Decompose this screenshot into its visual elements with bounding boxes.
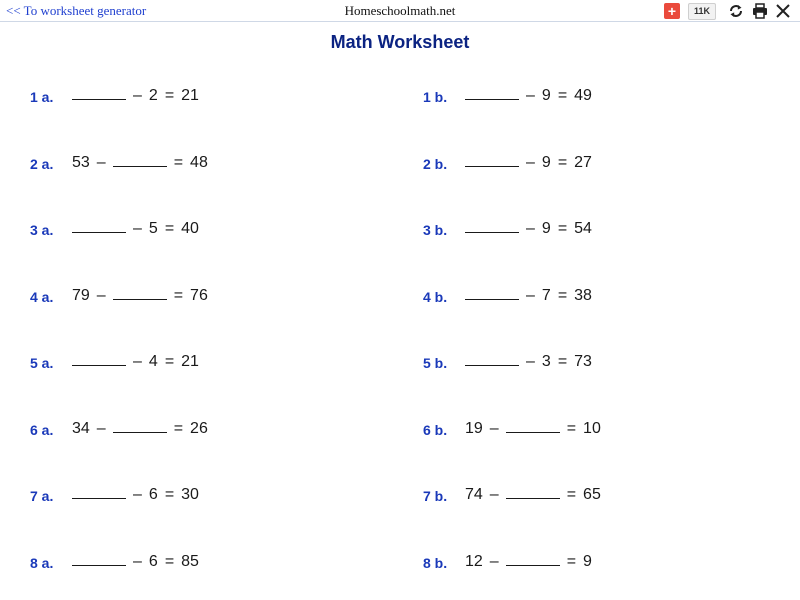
problem-expression bbox=[72, 353, 199, 371]
problem-number: 4 bbox=[148, 353, 158, 370]
minus-sign: – bbox=[133, 353, 142, 370]
problem-expression bbox=[72, 287, 208, 305]
minus-sign: – bbox=[526, 87, 535, 104]
problem-number: 12 bbox=[465, 552, 483, 570]
equals-sign: = bbox=[164, 353, 175, 370]
problem-number: 38 bbox=[574, 286, 592, 304]
top-toolbar bbox=[0, 0, 800, 22]
problem-label: 1 a. bbox=[30, 89, 54, 105]
equals-sign: = bbox=[164, 552, 175, 570]
problem-number: 85 bbox=[181, 552, 199, 570]
problem-number: 21 bbox=[181, 353, 199, 370]
problem-expression bbox=[465, 154, 592, 172]
answer-blank[interactable] bbox=[113, 154, 167, 167]
minus-sign: – bbox=[526, 286, 535, 304]
equals-sign: = bbox=[566, 419, 577, 437]
equals-sign: = bbox=[164, 486, 175, 503]
problem-number: 9 bbox=[541, 220, 551, 237]
equals-sign: = bbox=[566, 552, 577, 570]
problem-number: 10 bbox=[583, 419, 601, 437]
problem-expression bbox=[465, 486, 601, 504]
equals-sign: = bbox=[557, 286, 568, 304]
problem-expression bbox=[465, 553, 592, 571]
problem-number: 9 bbox=[541, 153, 551, 171]
equals-sign: = bbox=[557, 353, 568, 370]
worksheet-title: Math Worksheet bbox=[330, 32, 470, 52]
problem-number: 49 bbox=[574, 87, 592, 104]
problem-label: 3 a. bbox=[30, 222, 54, 238]
equals-sign: = bbox=[566, 486, 577, 503]
minus-sign: – bbox=[526, 220, 535, 237]
close-icon[interactable] bbox=[774, 2, 792, 20]
problem-expression bbox=[72, 154, 208, 172]
problem-label: 4 a. bbox=[30, 288, 54, 305]
answer-blank[interactable] bbox=[465, 220, 519, 233]
equals-sign: = bbox=[557, 87, 568, 104]
answer-blank[interactable] bbox=[72, 87, 126, 100]
answer-blank[interactable] bbox=[506, 486, 560, 499]
problem-number: 2 bbox=[148, 87, 158, 104]
problem-label: 2 a. bbox=[30, 155, 54, 172]
problem-number: 21 bbox=[181, 87, 199, 104]
problem-label: 7 a. bbox=[30, 488, 54, 504]
problem-number: 9 bbox=[583, 552, 592, 570]
answer-blank[interactable] bbox=[72, 553, 126, 566]
minus-sign: – bbox=[489, 419, 499, 437]
answer-blank[interactable] bbox=[506, 553, 560, 566]
answer-blank[interactable] bbox=[113, 287, 167, 300]
problem-number: 48 bbox=[190, 153, 208, 171]
problem-number: 79 bbox=[72, 286, 90, 304]
problem-number: 6 bbox=[148, 486, 158, 503]
minus-sign: – bbox=[133, 552, 142, 570]
problem-number: 65 bbox=[583, 486, 601, 503]
print-icon[interactable] bbox=[751, 2, 769, 20]
problem-number: 53 bbox=[72, 153, 90, 171]
minus-sign: – bbox=[489, 552, 499, 570]
problem-number: 7 bbox=[541, 286, 551, 304]
problem-number: 40 bbox=[181, 220, 199, 237]
problem-expression bbox=[465, 420, 601, 438]
problem-number: 27 bbox=[574, 153, 592, 171]
answer-blank[interactable] bbox=[72, 353, 126, 366]
problem-label: 5 a. bbox=[30, 355, 54, 371]
equals-sign: = bbox=[557, 153, 568, 171]
problem-label: 7 b. bbox=[423, 488, 448, 504]
minus-sign: – bbox=[96, 286, 106, 304]
minus-sign: – bbox=[526, 153, 535, 171]
problem-number: 5 bbox=[148, 220, 158, 237]
back-to-generator-link[interactable]: << To worksheet generator bbox=[6, 3, 147, 18]
problem-expression bbox=[72, 420, 208, 438]
minus-sign: – bbox=[133, 220, 142, 237]
answer-blank[interactable] bbox=[506, 420, 560, 433]
problem-number: 54 bbox=[574, 220, 592, 237]
problem-number: 26 bbox=[190, 419, 208, 437]
problem-number: 6 bbox=[148, 552, 158, 570]
problem-expression bbox=[465, 287, 592, 305]
minus-sign: – bbox=[96, 419, 106, 437]
problem-label: 3 b. bbox=[423, 222, 448, 238]
answer-blank[interactable] bbox=[465, 87, 519, 100]
problem-label: 8 a. bbox=[30, 554, 54, 571]
minus-sign: – bbox=[526, 353, 535, 370]
problem-number: 9 bbox=[541, 87, 551, 104]
answer-blank[interactable] bbox=[465, 353, 519, 366]
problem-label: 6 a. bbox=[30, 421, 54, 438]
problem-expression bbox=[72, 486, 199, 504]
minus-sign: – bbox=[133, 486, 142, 503]
answer-blank[interactable] bbox=[465, 287, 519, 300]
share-count-badge[interactable]: 11K bbox=[688, 3, 716, 20]
site-name: Homeschoolmath.net bbox=[344, 3, 456, 18]
problem-number: 19 bbox=[465, 419, 483, 437]
minus-sign: – bbox=[96, 153, 106, 171]
problem-number: 30 bbox=[181, 486, 199, 503]
problem-number: 3 bbox=[541, 353, 551, 370]
problem-label: 8 b. bbox=[423, 554, 448, 571]
problem-expression bbox=[465, 353, 592, 371]
problem-number: 34 bbox=[72, 419, 90, 437]
answer-blank[interactable] bbox=[72, 486, 126, 499]
equals-sign: = bbox=[173, 419, 184, 437]
problem-number: 76 bbox=[190, 286, 208, 304]
equals-sign: = bbox=[164, 220, 175, 237]
plus-icon[interactable]: + bbox=[664, 3, 680, 19]
equals-sign: = bbox=[557, 220, 568, 237]
answer-blank[interactable] bbox=[113, 420, 167, 433]
problem-expression bbox=[72, 553, 199, 571]
minus-sign: – bbox=[133, 87, 142, 104]
problem-label: 6 b. bbox=[423, 421, 448, 438]
equals-sign: = bbox=[173, 153, 184, 171]
refresh-icon[interactable] bbox=[727, 2, 745, 20]
problem-label: 1 b. bbox=[423, 89, 448, 105]
problem-expression bbox=[72, 220, 199, 238]
problem-expression bbox=[465, 220, 592, 238]
problem-number: 74 bbox=[465, 486, 483, 503]
problem-label: 5 b. bbox=[423, 355, 448, 371]
problem-label: 2 b. bbox=[423, 155, 448, 172]
problem-label: 4 b. bbox=[423, 288, 448, 305]
problem-number: 73 bbox=[574, 353, 592, 370]
minus-sign: – bbox=[489, 486, 499, 503]
answer-blank[interactable] bbox=[465, 154, 519, 167]
answer-blank[interactable] bbox=[72, 220, 126, 233]
equals-sign: = bbox=[164, 87, 175, 104]
equals-sign: = bbox=[173, 286, 184, 304]
problem-expression bbox=[465, 87, 592, 105]
problem-expression bbox=[72, 87, 199, 105]
